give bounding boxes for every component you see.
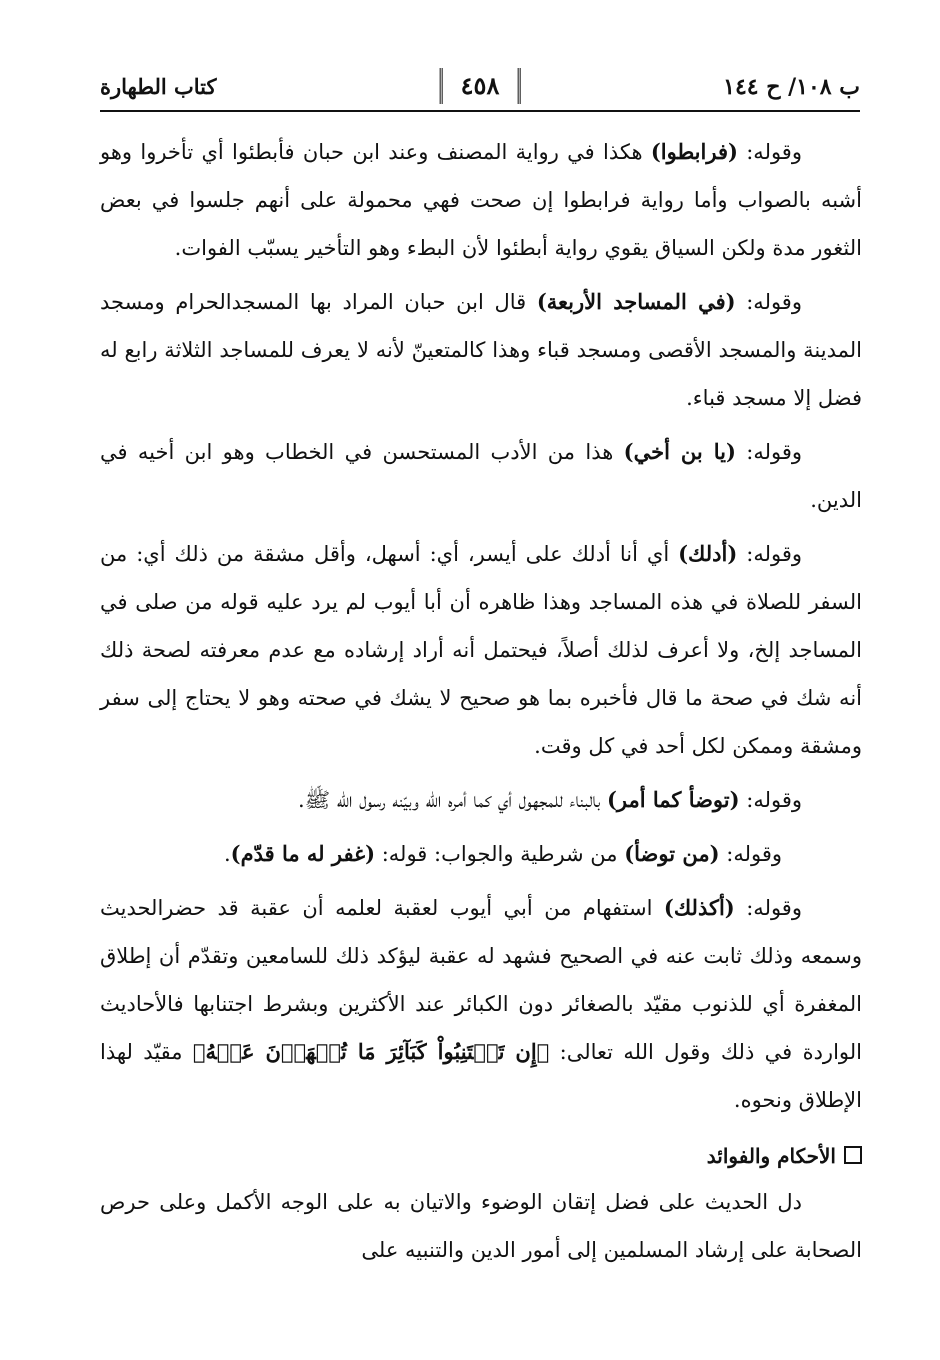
paragraph-lead: وقوله: (735, 290, 802, 314)
quoted-term: (في المساجد الأربعة) (536, 289, 736, 314)
quoted-term: (أكذلك) (663, 895, 735, 920)
commentary-paragraph (100, 428, 862, 524)
hadith-reference: ب ١٠٨/ ح ١٤٤ (723, 74, 860, 100)
quoted-term: (أدلك) (678, 541, 738, 566)
paragraph-text: قال ابن حبان المراد بها المسجدالحرام ومسجد المدينة والمسجد الأقصى ومسجد قباء وهذا كالمتعينّ لأنه لا يعرف للمساجد الثلاثة رابع له فضل إلا مسجد قباء. (100, 290, 862, 410)
paragraph-text: من شرطية والجواب: قوله: (375, 842, 625, 866)
paragraph-lead: وقوله: (734, 896, 802, 920)
commentary-paragraph (100, 830, 862, 878)
commentary-paragraph (100, 884, 862, 1124)
paragraph-tail: مقيّد لهذا الإطلاق ونحوه. (100, 1040, 862, 1112)
section-heading (100, 1136, 862, 1176)
paragraph-text: بالبناء للمجهول أي كما أمره الله وبيّنه رسول الله ﷺ. (298, 788, 607, 812)
commentary-paragraph (100, 128, 862, 272)
quoted-term: (غفر له ما قدّم) (230, 841, 376, 866)
paragraph-text: هكذا في رواية المصنف وعند ابن حبان فأبطئوا أي تأخروا وهو أشبه بالصواب وأما رواية فرابطوا إن صحت فهي محمولة على أنهم جلسوا في بعض الثغور مدة ولكن السياق يقوي رواية أبطئوا لأن البطء وهو التأخير يسبّب الفوات. (100, 140, 862, 260)
commentary-paragraph (100, 278, 862, 422)
quoted-term: (يا بن أخي) (623, 439, 736, 464)
page-body (100, 128, 862, 1280)
paragraph-text: هذا من الأدب المستحسن في الخطاب وهو ابن أخيه في الدين. (100, 440, 862, 512)
commentary-paragraph (100, 776, 862, 824)
quran-verse: ﴿إِن تَجۡتَنِبُواْ كَبَآئِرَ مَا تُنۡهَوۡنَ عَنۡهُ﴾ (192, 1039, 550, 1064)
paragraph-text: أي أنا أدلك على أيسر، أي: أسهل، وأقل مشقة من ذلك أي: من السفر للصلاة في هذه المساجد وهذا ظاهره أن أبا أيوب لم يرد عليه قوله من صلى في المساجد إلخ، ولا أعرف لذلك أصلاً، فيحتمل أنه أراد إرشاده مع عدم معرفته لصحة ذلك أنه شك في صحة ما قال فأخبره بما هو صحيح لا يشك في صحته وهو لا يحتاج إلى سفر ومشقة وممكن لكل أحد في كل وقت. (100, 542, 862, 758)
header-divider (100, 110, 860, 112)
paragraph-lead: وقوله: (739, 788, 802, 812)
paragraph-text: استفهام من أبي أيوب لعقبة لعلمه أن عقبة قد حضرالحديث وسمعه وذلك ثابت عنه في الصحيح فشهد له عقبة ليؤكد ذلك للسامعين وتقدّم أن إطلاق المغفرة أي للذنوب مقيّد بالصغائر دون الكبائر عند الأكثرين وبشرط اجتنابها فالأحاديث الواردة في ذلك وقول الله تعالى: (100, 896, 862, 1064)
quoted-term: (توضأ كما أمر) (606, 787, 740, 812)
paragraph-tail: . (223, 842, 231, 866)
section-title: الأحكام والفوائد (706, 1144, 836, 1168)
page-header (100, 70, 860, 110)
quoted-term: (فرابطوا) (650, 139, 738, 164)
quoted-term: (من توضأ) (624, 841, 720, 866)
book-title: كتاب الطهارة (100, 74, 217, 99)
commentary-paragraph (100, 530, 862, 770)
paragraph-lead: وقوله: (735, 440, 803, 464)
paragraph-lead: وقوله: (737, 140, 802, 164)
page-number: ٤٥٨ (440, 68, 521, 104)
checkbox-square-icon (844, 1146, 862, 1164)
paragraph-lead: وقوله: (737, 542, 803, 566)
closing-paragraph: دل الحديث على فضل إتقان الوضوء والاتيان به على الوجه الأكمل وعلى حرص الصحابة على إرشاد المسلمين إلى أمور الدين والتنبيه على (100, 1190, 862, 1262)
paragraph-lead: وقوله: (719, 842, 782, 866)
